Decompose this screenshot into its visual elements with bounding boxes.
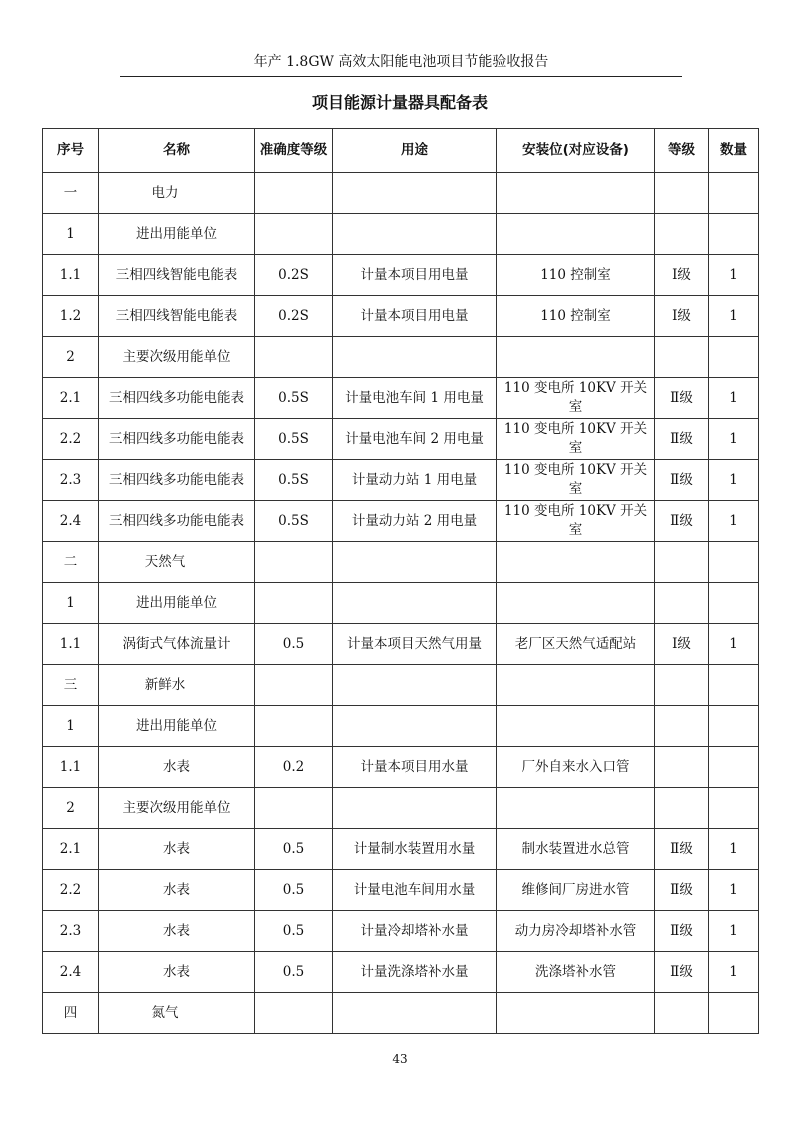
table-row: [43, 706, 759, 747]
quantity-cell: 1: [709, 829, 759, 870]
index-cell: 1.1: [43, 624, 99, 665]
index-cell: 1: [43, 706, 99, 747]
quantity-cell: 1: [709, 952, 759, 993]
purpose-cell: [333, 337, 497, 378]
accuracy-cell: 0.5: [255, 952, 333, 993]
location-cell: [497, 583, 655, 624]
location-cell: 110 变电所 10KV 开关室: [497, 460, 655, 501]
accuracy-cell: 0.5S: [255, 501, 333, 542]
table-row: [43, 665, 759, 706]
quantity-cell: [709, 583, 759, 624]
table-row: [43, 747, 759, 788]
location-cell: 110 变电所 10KV 开关室: [497, 419, 655, 460]
quantity-cell: [709, 542, 759, 583]
location-cell: 老厂区天然气适配站: [497, 624, 655, 665]
index-cell: 2.1: [43, 829, 99, 870]
table-row: [43, 911, 759, 952]
name-cell: 水表: [99, 747, 255, 788]
grade-cell: [655, 747, 709, 788]
accuracy-cell: [255, 993, 333, 1034]
quantity-cell: 1: [709, 501, 759, 542]
index-cell: 2.4: [43, 501, 99, 542]
purpose-cell: 计量动力站 2 用电量: [333, 501, 497, 542]
location-cell: [497, 665, 655, 706]
header-row: [43, 129, 759, 173]
accuracy-cell: 0.2S: [255, 255, 333, 296]
grade-cell: [655, 993, 709, 1034]
quantity-cell: [709, 747, 759, 788]
table-body: [43, 173, 759, 1034]
index-cell: 1.1: [43, 747, 99, 788]
index-cell: 二: [43, 542, 99, 583]
table-row: [43, 624, 759, 665]
index-cell: 2.2: [43, 870, 99, 911]
grade-cell: Ⅱ级: [655, 378, 709, 419]
quantity-cell: 1: [709, 870, 759, 911]
location-cell: [497, 542, 655, 583]
grade-cell: Ⅱ级: [655, 952, 709, 993]
accuracy-cell: [255, 706, 333, 747]
grade-cell: Ⅰ级: [655, 624, 709, 665]
purpose-cell: [333, 583, 497, 624]
name-cell: 三相四线多功能电能表: [99, 419, 255, 460]
index-cell: 2.3: [43, 460, 99, 501]
location-cell: [497, 706, 655, 747]
header-rule: [120, 76, 682, 77]
column-header-quantity: 数量: [709, 129, 759, 173]
name-cell: 三相四线多功能电能表: [99, 460, 255, 501]
quantity-cell: 1: [709, 624, 759, 665]
index-cell: 2.2: [43, 419, 99, 460]
quantity-cell: [709, 706, 759, 747]
accuracy-cell: 0.5: [255, 829, 333, 870]
table-row: [43, 542, 759, 583]
accuracy-cell: 0.2S: [255, 296, 333, 337]
quantity-cell: 1: [709, 911, 759, 952]
name-cell: 进出用能单位: [99, 706, 255, 747]
quantity-cell: [709, 993, 759, 1034]
location-cell: 110 控制室: [497, 255, 655, 296]
name-cell: 进出用能单位: [99, 214, 255, 255]
table-row: [43, 993, 759, 1034]
accuracy-cell: 0.2: [255, 747, 333, 788]
grade-cell: Ⅰ级: [655, 296, 709, 337]
grade-cell: Ⅱ级: [655, 829, 709, 870]
table-row: [43, 583, 759, 624]
location-cell: [497, 173, 655, 214]
location-cell: [497, 337, 655, 378]
table-row: [43, 829, 759, 870]
table-row: [43, 378, 759, 419]
index-cell: 1: [43, 583, 99, 624]
index-cell: 2.3: [43, 911, 99, 952]
name-cell: 水表: [99, 952, 255, 993]
accuracy-cell: [255, 583, 333, 624]
accuracy-cell: [255, 665, 333, 706]
accuracy-cell: [255, 214, 333, 255]
purpose-cell: [333, 788, 497, 829]
purpose-cell: [333, 173, 497, 214]
column-header-purpose: 用途: [333, 129, 497, 173]
name-cell: 新鲜水: [99, 665, 255, 706]
location-cell: 洗涤塔补水管: [497, 952, 655, 993]
accuracy-cell: 0.5: [255, 870, 333, 911]
column-header-accuracy: 准确度等级: [255, 129, 333, 173]
name-cell: 水表: [99, 870, 255, 911]
table-row: [43, 460, 759, 501]
index-cell: 三: [43, 665, 99, 706]
accuracy-cell: 0.5: [255, 624, 333, 665]
accuracy-cell: 0.5S: [255, 460, 333, 501]
name-cell: 电力: [99, 173, 255, 214]
name-cell: 水表: [99, 911, 255, 952]
purpose-cell: 计量洗涤塔补水量: [333, 952, 497, 993]
purpose-cell: [333, 542, 497, 583]
purpose-cell: 计量电池车间 2 用电量: [333, 419, 497, 460]
table-row: [43, 296, 759, 337]
location-cell: 厂外自来水入口管: [497, 747, 655, 788]
location-cell: 制水装置进水总管: [497, 829, 655, 870]
column-header-grade: 等级: [655, 129, 709, 173]
table-row: [43, 173, 759, 214]
accuracy-cell: 0.5S: [255, 378, 333, 419]
purpose-cell: 计量冷却塔补水量: [333, 911, 497, 952]
accuracy-cell: 0.5S: [255, 419, 333, 460]
purpose-cell: 计量电池车间 1 用电量: [333, 378, 497, 419]
purpose-cell: 计量本项目用电量: [333, 296, 497, 337]
quantity-cell: 1: [709, 255, 759, 296]
table-row: [43, 788, 759, 829]
purpose-cell: 计量电池车间用水量: [333, 870, 497, 911]
index-cell: 2: [43, 788, 99, 829]
grade-cell: [655, 706, 709, 747]
name-cell: 三相四线智能电能表: [99, 255, 255, 296]
quantity-cell: [709, 337, 759, 378]
location-cell: 动力房冷却塔补水管: [497, 911, 655, 952]
index-cell: 1: [43, 214, 99, 255]
table-row: [43, 337, 759, 378]
grade-cell: [655, 788, 709, 829]
column-header-location: 安装位(对应设备): [497, 129, 655, 173]
accuracy-cell: [255, 788, 333, 829]
grade-cell: Ⅰ级: [655, 255, 709, 296]
index-cell: 1.1: [43, 255, 99, 296]
table-row: [43, 419, 759, 460]
grade-cell: Ⅱ级: [655, 870, 709, 911]
location-cell: 维修间厂房进水管: [497, 870, 655, 911]
grade-cell: [655, 583, 709, 624]
grade-cell: Ⅱ级: [655, 419, 709, 460]
purpose-cell: 计量动力站 1 用电量: [333, 460, 497, 501]
index-cell: 四: [43, 993, 99, 1034]
location-cell: [497, 214, 655, 255]
meter-table: [42, 128, 759, 1034]
name-cell: 氮气: [99, 993, 255, 1034]
grade-cell: Ⅱ级: [655, 911, 709, 952]
quantity-cell: 1: [709, 460, 759, 501]
purpose-cell: [333, 993, 497, 1034]
index-cell: 2.1: [43, 378, 99, 419]
name-cell: 主要次级用能单位: [99, 337, 255, 378]
grade-cell: [655, 665, 709, 706]
location-cell: 110 变电所 10KV 开关室: [497, 378, 655, 419]
table-row: [43, 501, 759, 542]
quantity-cell: 1: [709, 296, 759, 337]
quantity-cell: [709, 788, 759, 829]
table-row: [43, 214, 759, 255]
location-cell: [497, 993, 655, 1034]
grade-cell: [655, 542, 709, 583]
purpose-cell: 计量本项目用电量: [333, 255, 497, 296]
grade-cell: Ⅱ级: [655, 501, 709, 542]
name-cell: 主要次级用能单位: [99, 788, 255, 829]
column-header-index: 序号: [43, 129, 99, 173]
accuracy-cell: [255, 173, 333, 214]
location-cell: 110 变电所 10KV 开关室: [497, 501, 655, 542]
purpose-cell: [333, 665, 497, 706]
table-row: [43, 952, 759, 993]
grade-cell: [655, 337, 709, 378]
index-cell: 2: [43, 337, 99, 378]
purpose-cell: 计量制水装置用水量: [333, 829, 497, 870]
grade-cell: Ⅱ级: [655, 460, 709, 501]
grade-cell: [655, 173, 709, 214]
name-cell: 水表: [99, 829, 255, 870]
name-cell: 涡街式气体流量计: [99, 624, 255, 665]
quantity-cell: 1: [709, 419, 759, 460]
column-header-name: 名称: [99, 129, 255, 173]
quantity-cell: 1: [709, 378, 759, 419]
page-number: 43: [392, 1052, 408, 1066]
running-header: 年产 1.8GW 高效太阳能电池项目节能验收报告: [253, 54, 549, 70]
purpose-cell: [333, 706, 497, 747]
name-cell: 三相四线多功能电能表: [99, 378, 255, 419]
table-row: [43, 255, 759, 296]
grade-cell: [655, 214, 709, 255]
quantity-cell: [709, 665, 759, 706]
quantity-cell: [709, 173, 759, 214]
name-cell: 三相四线智能电能表: [99, 296, 255, 337]
name-cell: 三相四线多功能电能表: [99, 501, 255, 542]
table-header: [43, 129, 759, 173]
location-cell: [497, 788, 655, 829]
index-cell: 1.2: [43, 296, 99, 337]
accuracy-cell: [255, 542, 333, 583]
index-cell: 一: [43, 173, 99, 214]
purpose-cell: [333, 214, 497, 255]
accuracy-cell: [255, 337, 333, 378]
index-cell: 2.4: [43, 952, 99, 993]
name-cell: 进出用能单位: [99, 583, 255, 624]
accuracy-cell: 0.5: [255, 911, 333, 952]
page-title: 项目能源计量器具配备表: [311, 93, 488, 112]
purpose-cell: 计量本项目天然气用量: [333, 624, 497, 665]
table-row: [43, 870, 759, 911]
location-cell: 110 控制室: [497, 296, 655, 337]
quantity-cell: [709, 214, 759, 255]
name-cell: 天然气: [99, 542, 255, 583]
purpose-cell: 计量本项目用水量: [333, 747, 497, 788]
